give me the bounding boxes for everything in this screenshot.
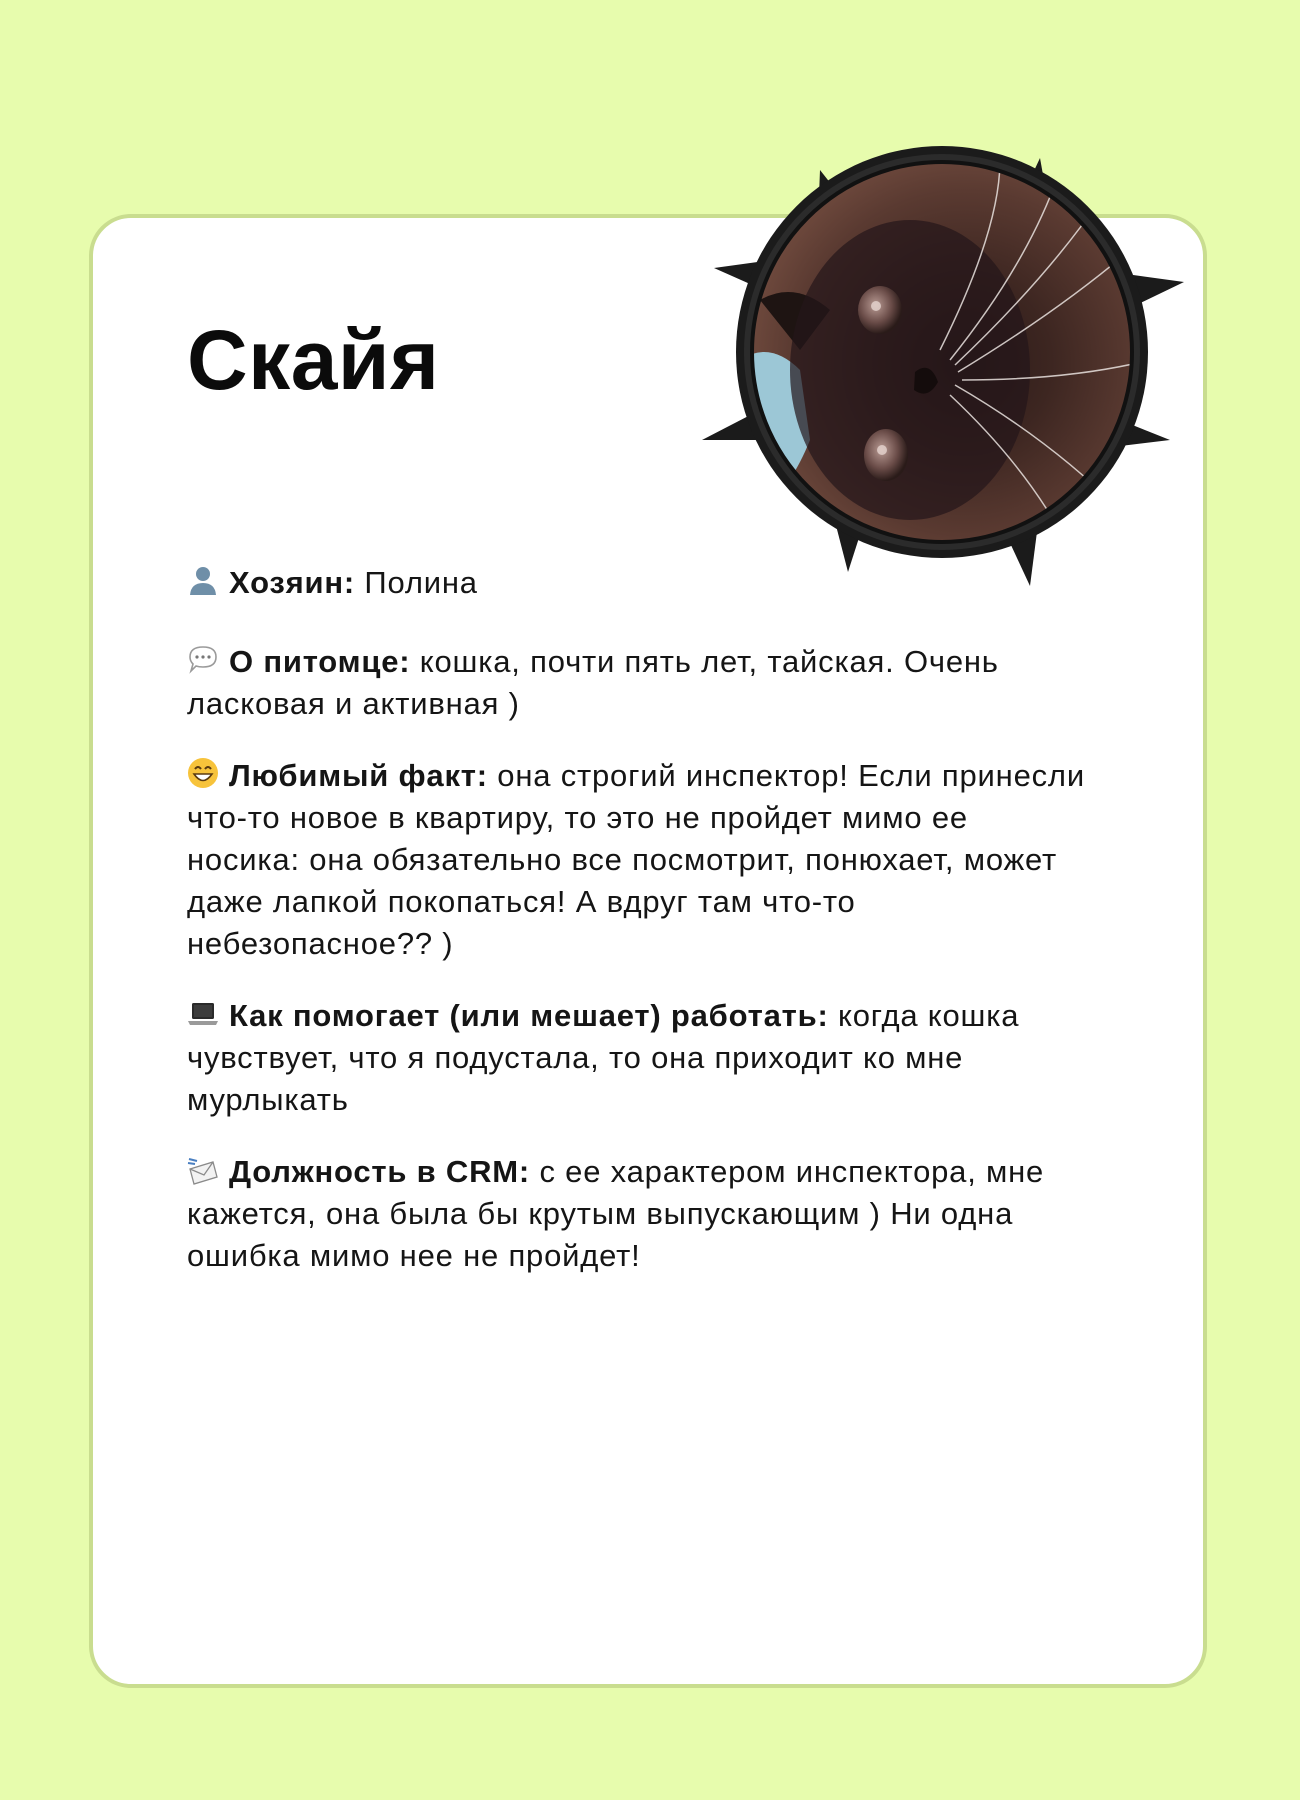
favorite-fact-value: она строгий инспектор! Если принесли что-то новое в квартиру, то это не пройдет мимо ее носика: она обязательно все посмотрит, понюхает, может даже лапкой покопаться! А вдруг там что-то небезопасное?? ) [187,758,1085,961]
owner-value: Полина [355,565,478,600]
incoming-envelope-icon [187,1153,219,1185]
about-pet-item [187,641,1087,725]
laptop-icon [187,997,219,1029]
work-help-item [187,995,1087,1121]
work-help-value: когда кошка чувствует, что я подустала, то она приходит ко мне мурлыкать [187,998,1020,1117]
pet-info-list [187,562,1087,1307]
crm-position-item [187,1151,1087,1277]
cat-photo-badge [700,110,1190,600]
about-pet-value: кошка, почти пять лет, тайская. Очень ласковая и активная ) [187,644,999,721]
about-pet-label: О питомце: [229,644,411,679]
owner-item [187,562,1087,604]
person-silhouette-icon [187,564,219,596]
favorite-fact-label: Любимый факт: [229,758,488,793]
crm-position-value: с ее характером инспектора, мне кажется, она была бы крутым выпускающим ) Ни одна ошибка мимо нее не пройдет! [187,1154,1045,1273]
work-help-label: Как помогает (или мешает) работать: [229,998,829,1033]
favorite-fact-item [187,755,1087,965]
grinning-face-icon [187,757,219,789]
speech-bubble-icon [187,643,219,675]
owner-label: Хозяин: [229,565,355,600]
crm-position-label: Должность в CRM: [229,1154,531,1189]
pet-name-title: Скайя [187,313,440,407]
